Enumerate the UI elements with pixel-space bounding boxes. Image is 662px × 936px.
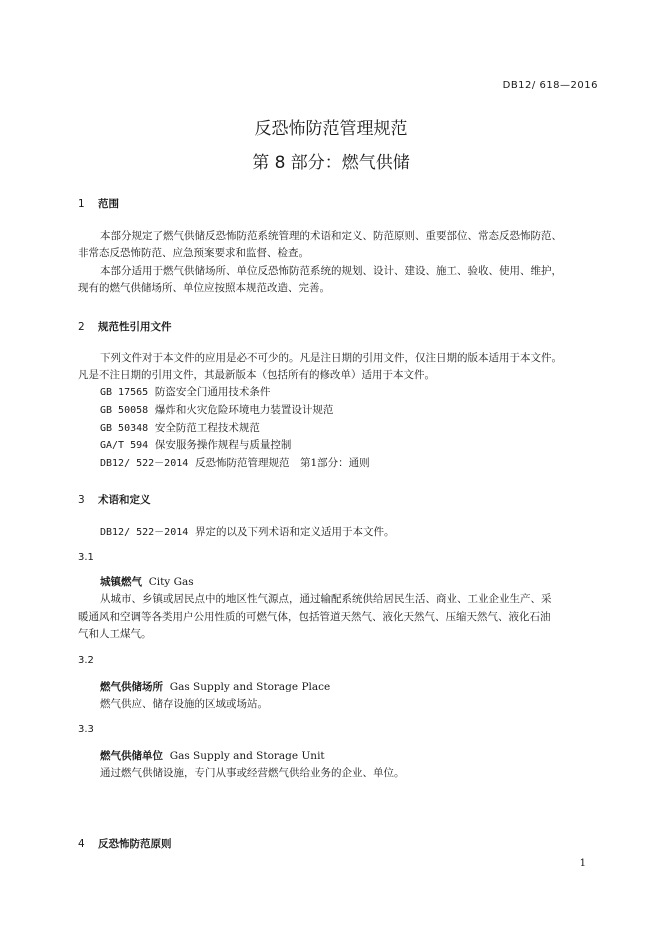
reference-title: 防盗安全门通用技术条件 (154, 386, 271, 398)
section-2-heading (78, 319, 172, 334)
section-title: 反恐怖防范原则 (98, 838, 172, 850)
term-zh: 城镇燃气 (100, 576, 142, 588)
section-4-heading (78, 836, 172, 851)
reference-item (100, 437, 291, 454)
definition-line: 暖通风和空调等各类用户公用性质的可燃气体，包括管道天然气、液化天然气、压缩天然气、液化石油 (78, 611, 551, 623)
paragraph-text: 界定的以及下列术语和定义适用于本文件。 (194, 526, 395, 538)
paragraph-line: 非常态反恐怖防范、应急预案要求和监督、检查。 (78, 247, 309, 259)
reference-code: GB 50058 (100, 405, 149, 416)
section-number: 3 (78, 494, 85, 506)
term-en: Gas Supply and Storage Unit (169, 750, 325, 762)
reference-code: GA/T 594 (100, 440, 149, 451)
term-zh: 燃气供储单位 (100, 750, 163, 762)
reference-title: 保安服务操作规程与质量控制 (154, 439, 292, 451)
paragraph-line: 本部分规定了燃气供储反恐怖防范系统管理的术语和定义、防范原则、重要部位、常态反恐怖防范、 (100, 230, 562, 242)
reference-code: GB 17565 (100, 387, 149, 398)
paragraph-line: 本部分适用于燃气供储场所、单位反恐怖防范系统的规划、设计、建设、施工、验收、使用、维护， (100, 265, 562, 277)
definition-line: 通过燃气供储设施，专门从事或经营燃气供给业务的企业、单位。 (100, 767, 405, 779)
section-3-heading (78, 492, 151, 507)
section-1-heading (78, 196, 119, 211)
clause-number: 3.3 (78, 724, 94, 735)
paragraph-line: 凡是不注日期的引用文件，其最新版本（包括所有的修改单）适用于本文件。 (78, 369, 435, 381)
term-heading (100, 574, 194, 589)
term-zh: 燃气供储场所 (100, 681, 163, 693)
paragraph-line: 现有的燃气供储场所、单位应按照本规范改造、完善。 (78, 282, 330, 294)
clause-number: 3.1 (78, 552, 94, 563)
page-title: 反恐怖防范管理规范 (254, 119, 408, 139)
document-number: DB12/ 618—2016 (502, 80, 598, 91)
reference-item (100, 420, 260, 437)
term-heading (100, 748, 325, 763)
page-subtitle: 第 8 部分：燃气供储 (252, 153, 410, 173)
section-title: 规范性引用文件 (98, 321, 172, 333)
section-title: 术语和定义 (98, 494, 151, 506)
page-number: 1 (579, 858, 586, 869)
reference-title: 安全防范工程技术规范 (154, 422, 260, 434)
term-en: City Gas (148, 576, 194, 588)
definition-line: 燃气供应、储存设施的区域或场站。 (100, 698, 268, 710)
clause-number: 3.2 (78, 655, 94, 666)
section-number: 2 (78, 321, 85, 333)
term-en: Gas Supply and Storage Place (169, 681, 331, 693)
reference-code: GB 50348 (100, 423, 149, 434)
term-heading (100, 679, 330, 694)
reference-item (100, 402, 333, 419)
section-number: 4 (78, 838, 85, 850)
paragraph-line (100, 524, 394, 541)
section-number: 1 (78, 198, 85, 210)
reference-item (100, 455, 370, 472)
definition-line: 气和人工煤气。 (78, 628, 152, 640)
reference-code: DB12/ 522－2014 (100, 458, 189, 469)
definition-line: 从城市、乡镇或居民点中的地区性气源点，通过输配系统供给居民生活、商业、工业企业生产、采 (100, 593, 552, 605)
reference-code: DB12/ 522－2014 (100, 527, 189, 538)
section-title: 范围 (98, 198, 119, 210)
reference-item (100, 384, 270, 401)
paragraph-line: 下列文件对于本文件的应用是必不可少的。凡是注日期的引用文件，仅注日期的版本适用于本文件。 (100, 352, 562, 364)
reference-title: 爆炸和火灾危险环境电力装置设计规范 (154, 404, 334, 416)
reference-title: 反恐怖防范管理规范 第1部分：通则 (194, 457, 370, 469)
